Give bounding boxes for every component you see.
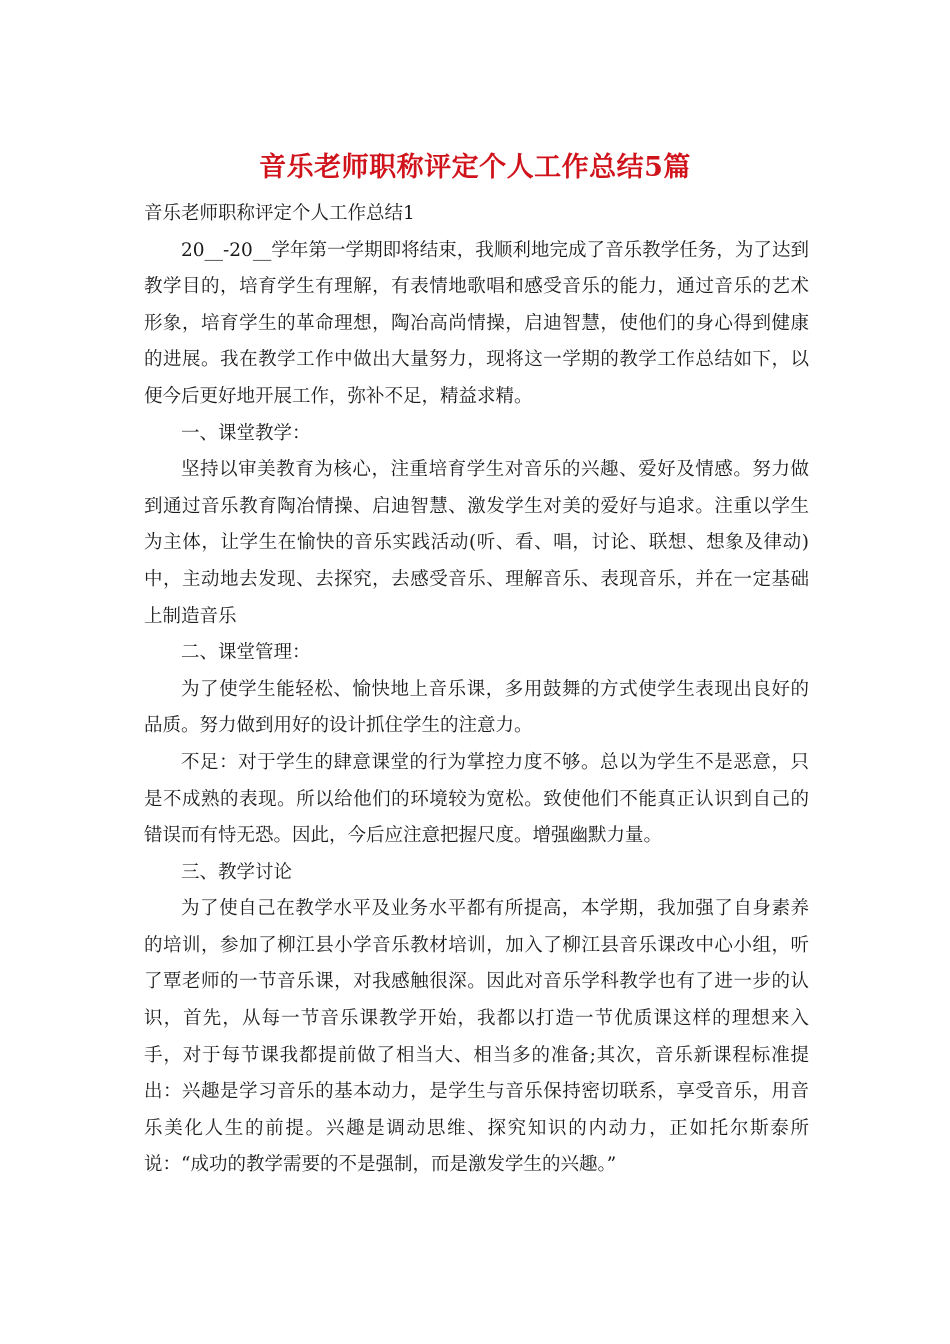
heading-classroom-teaching: 一、课堂教学： <box>181 422 311 444</box>
section-subtitle: 音乐老师职称评定个人工作总结1 <box>144 203 415 224</box>
paragraph-classroom-teaching: 坚持以审美教育为核心，注重培育学生对音乐的兴趣、爱好及情感。努力做到通过音乐教育陶冶情操、启迪智慧、激发学生对美的爱好与追求。注重以学生为主体，让学生在愉快的音乐实践活动(听、看、唱，讨论、联想、想象及律动)中，主动地去发现、去探究，去感受音乐、理解音乐、表现音乐，并在一定基础上制造音乐 <box>144 459 809 627</box>
document-title: 音乐老师职称评定个人工作总结5篇 <box>259 152 691 183</box>
document-body <box>144 196 809 1184</box>
paragraph-intro: 20__-20__学年第一学期即将结束，我顺利地完成了音乐教学任务，为了达到教学目的，培育学生有理解，有表情地歌唱和感受音乐的能力，通过音乐的艺术形象，培育学生的革命理想，陶冶高尚情操，启迪智慧，使他们的身心得到健康的进展。我在教学工作中做出大量努力，现将这一学期的教学工作总结如下，以便今后更好地开展工作，弥补不足，精益求精。 <box>144 239 809 407</box>
paragraph-classroom-management: 为了使学生能轻松、愉快地上音乐课，多用鼓舞的方式使学生表现出良好的品质。努力做到用好的设计抓住学生的注意力。 <box>144 678 809 737</box>
heading-classroom-management: 二、课堂管理： <box>181 642 311 664</box>
heading-teaching-discussion: 三、教学讨论 <box>181 861 293 883</box>
paragraph-teaching-discussion: 为了使自己在教学水平及业务水平都有所提高，本学期，我加强了自身素养的培训，参加了柳江县小学音乐教材培训，加入了柳江县音乐课改中心小组，听了覃老师的一节音乐课，对我感触很深。因此对音乐学科教学也有了进一步的认识，首先，从每一节音乐课教学开始，我都以打造一节优质课这样的理想来入手，对于每节课我都提前做了相当大、相当多的准备;其次，音乐新课程标准提出：兴趣是学习音乐的基本动力，是学生与音乐保持密切联系，享受音乐，用音乐美化人生的前提。兴趣是调动思维、探究知识的内动力，正如托尔斯泰所说：“成功的教学需要的不是强制，而是激发学生的兴趣。” <box>144 898 809 1176</box>
paragraph-shortcomings: 不足：对于学生的肆意课堂的行为掌控力度不够。总以为学生不是恶意，只是不成熟的表现。所以给他们的环境较为宽松。致使他们不能真正认识到自己的错误而有恃无恐。因此，今后应注意把握尺度。增强幽默力量。 <box>144 751 809 847</box>
